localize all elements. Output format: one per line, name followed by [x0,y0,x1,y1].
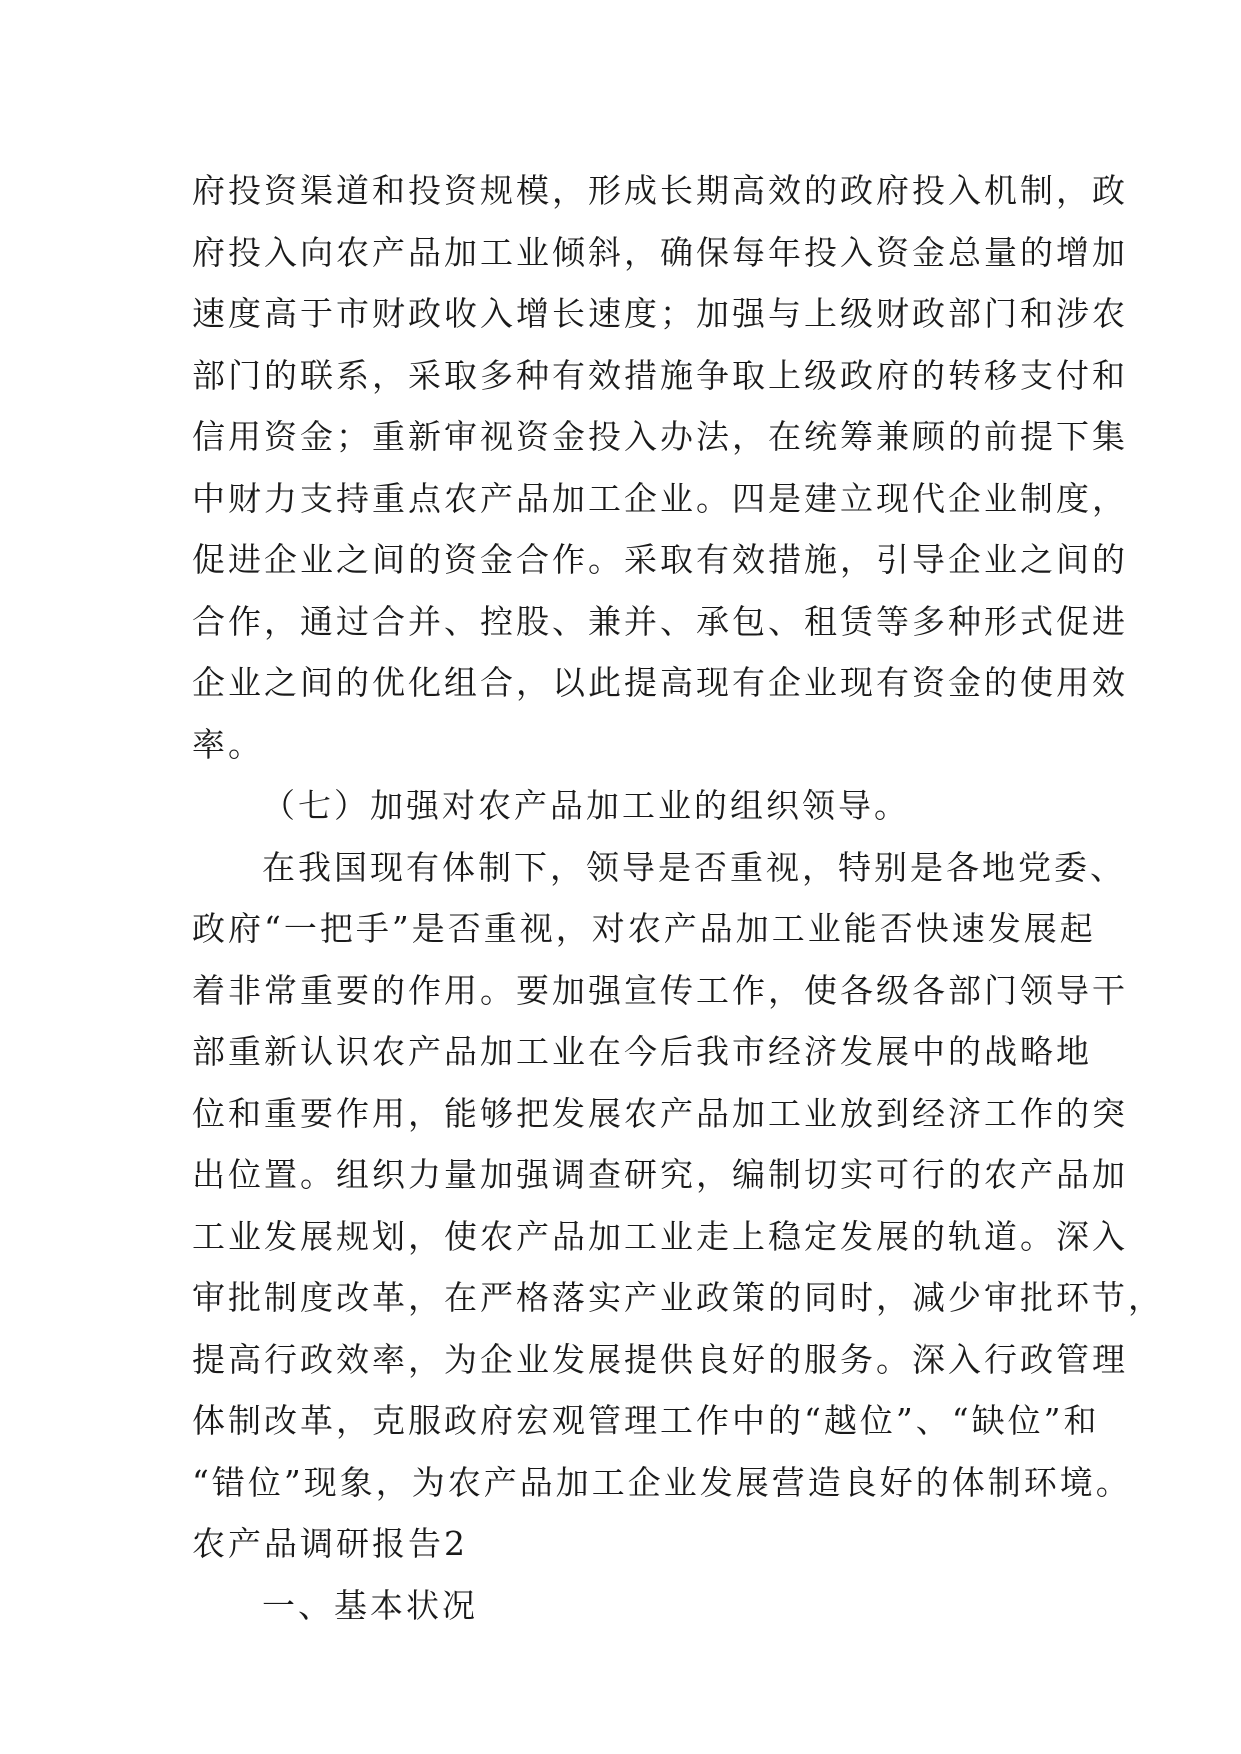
text-line: 提高行政效率，为企业发展提供良好的服务。深入行政管理 [192,1339,1128,1379]
text-line: 工业发展规划，使农产品加工业走上稳定发展的轨道。深入 [192,1216,1128,1256]
text-line: “错位”现象，为农产品加工企业发展营造良好的体制环境。 [192,1462,1132,1502]
text-line: 位和重要作用，能够把发展农产品加工业放到经济工作的突 [192,1093,1128,1133]
text-line: 在我国现有体制下，领导是否重视，特别是各地党委、 [262,847,1126,887]
document-body [192,160,1164,1636]
text-line: 部重新认识农产品加工业在今后我市经济发展中的战略地 [192,1032,1092,1071]
text-line: 中财力支持重点农产品加工企业。四是建立现代企业制度， [192,478,1128,518]
text-line: 府投资渠道和投资规模，形成长期高效的政府投入机制，政 [192,171,1128,210]
text-line: 体制改革，克服政府宏观管理工作中的“越位”、“缺位”和 [192,1401,1100,1440]
section-paragraph [192,837,1164,1514]
text-line: 速度高于市财政收入增长速度；加强与上级财政部门和涉农 [192,294,1128,333]
text-line: 审批制度改革，在严格落实产业政策的同时，减少审批环节， [192,1278,1164,1317]
text-line: 出位置。组织力量加强调查研究，编制切实可行的农产品加 [192,1155,1128,1194]
text-line: 府投入向农产品加工业倾斜，确保每年投入资金总量的增加 [192,232,1128,272]
subsection-heading: 一、基本状况 [262,1585,478,1625]
text-line: 政府“一把手”是否重视，对农产品加工业能否快速发展起 [192,909,1096,948]
text-line: 企业之间的优化组合，以此提高现有企业现有资金的使用效 [192,663,1128,702]
text-line: 率。 [192,724,264,764]
text-line: 促进企业之间的资金合作。采取有效措施，引导企业之间的 [192,540,1128,579]
text-line: 部门的联系，采取多种有效措施争取上级政府的转移支付和 [192,355,1128,395]
text-line: 信用资金；重新审视资金投入办法，在统筹兼顾的前提下集 [192,417,1128,456]
text-line: 着非常重要的作用。要加强宣传工作，使各级各部门领导干 [192,970,1128,1010]
continuation-paragraph [192,160,1128,775]
section-heading: （七）加强对农产品加工业的组织领导。 [262,786,910,825]
text-line: 合作，通过合并、控股、兼并、承包、租赁等多种形式促进 [192,601,1128,641]
report-title: 农产品调研报告2 [192,1524,468,1563]
